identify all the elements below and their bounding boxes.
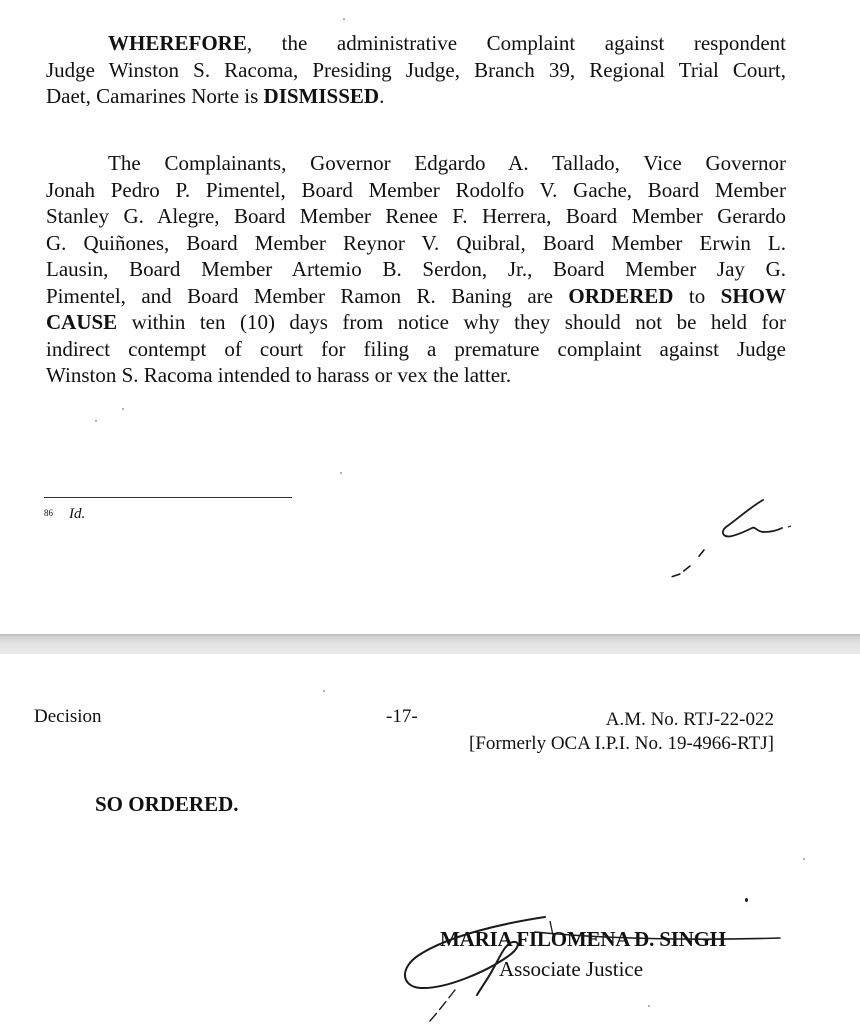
dismissed-word: DISMISSED <box>263 84 380 108</box>
complainants-paragraph <box>46 150 786 389</box>
complainants-line-8: indirect contempt of court for filing a premature complaint against Judge <box>46 336 786 361</box>
scan-speck <box>122 408 124 410</box>
cause-word: CAUSE <box>46 310 118 334</box>
complainants-line-2: Jonah Pedro P. Pimentel, Board Member Rodolfo V. Gache, Board Member <box>46 177 786 202</box>
paragraph-line <box>46 283 786 310</box>
header-case-number <box>469 708 774 756</box>
to-word: to <box>673 283 721 308</box>
wherefore-line-3: Daet, Camarines Norte is <box>46 84 264 108</box>
so-ordered-text: SO ORDERED. <box>95 792 239 816</box>
ordered-word: ORDERED <box>568 283 674 308</box>
wherefore-lead: WHEREFORE <box>108 31 247 55</box>
page-break-divider <box>0 634 860 654</box>
scan-speck <box>648 1005 650 1007</box>
period: . <box>379 84 385 108</box>
footnote-number: 86 <box>44 508 53 518</box>
wherefore-line-2: Judge Winston S. Racoma, Presiding Judge, Branch 39, Regional Trial Court, <box>46 57 786 82</box>
header-document-type: Decision <box>34 706 102 727</box>
wherefore-paragraph <box>46 30 786 110</box>
scan-speck <box>343 18 345 20</box>
scan-speck <box>745 898 748 902</box>
initials-signature-icon <box>660 490 800 585</box>
header-page-number: -17- <box>386 706 418 727</box>
footnote-divider <box>44 497 292 498</box>
case-number-line-1: A.M. No. RTJ-22-022 <box>605 709 774 730</box>
case-number-line-2: [Formerly OCA I.P.I. No. 19-4966-RTJ] <box>469 733 774 754</box>
wherefore-line-1: , the administrative Complaint against respondent <box>246 31 786 55</box>
complainants-line-5: Lausin, Board Member Artemio B. Serdon, Jr., Board Member Jay G. <box>46 257 786 281</box>
complainants-line-9: Winston S. Racoma intended to harass or vex the latter. <box>46 363 512 387</box>
complainants-line-6: Pimentel, and Board Member Ramon R. Baning are <box>46 283 569 308</box>
footnote-text: Id. <box>69 506 86 522</box>
paragraph-line <box>46 83 786 110</box>
paragraph-line <box>46 30 786 57</box>
complainants-line-4: G. Quiñones, Board Member Reynor V. Quibral, Board Member Erwin L. <box>46 230 786 255</box>
scan-speck <box>95 420 97 422</box>
scan-speck <box>340 472 342 474</box>
show-word: SHOW <box>720 283 786 308</box>
justice-name: MARIA FILOMENA D. SINGH <box>440 927 726 951</box>
complainants-line-3: Stanley G. Alegre, Board Member Renee F. Herrera, Board Member Gerardo <box>46 204 786 228</box>
footnote <box>44 506 85 523</box>
complainants-line-1: The Complainants, Governor Edgardo A. Tallado, Vice Governor <box>108 151 786 175</box>
scan-speck <box>803 858 805 860</box>
justice-title: Associate Justice <box>499 957 644 981</box>
paragraph-line <box>46 309 786 336</box>
scan-speck <box>323 690 325 692</box>
complainants-line-7: within ten (10) days from notice why they should not be held for <box>117 310 786 334</box>
paragraph-line <box>46 150 786 177</box>
